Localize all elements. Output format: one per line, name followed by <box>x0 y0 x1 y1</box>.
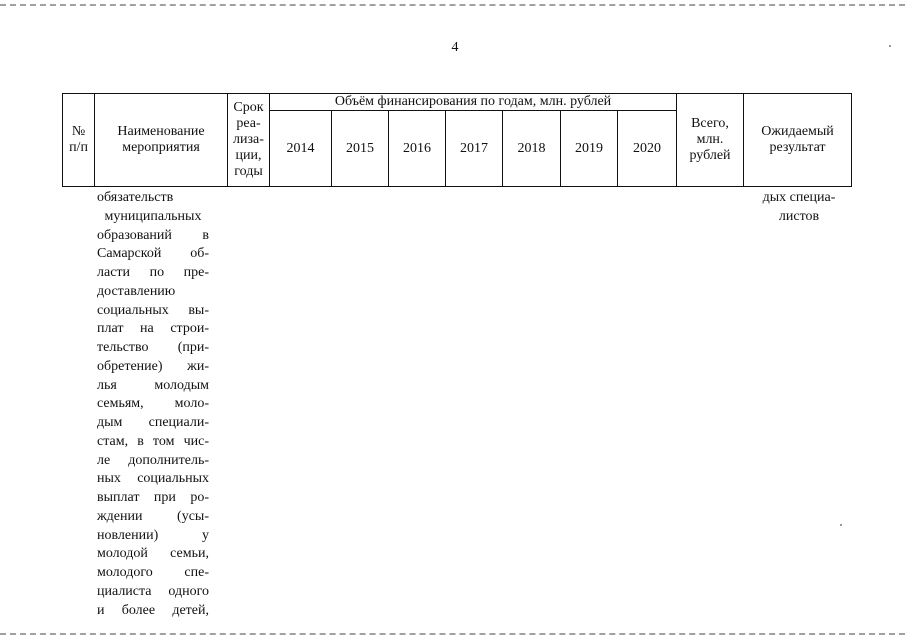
header-year-2018: 2018 <box>503 111 561 187</box>
name-line: ле дополнитель- <box>97 452 209 468</box>
name-line: семьям, моло- <box>97 396 209 412</box>
header-year-2019: 2019 <box>561 111 618 187</box>
header-year-2014: 2014 <box>270 111 332 187</box>
header-funding-title: Объём финансирования по годам, млн. рублей <box>270 94 677 111</box>
result-line: дых специа- <box>762 190 836 205</box>
name-line: обязательств <box>97 190 174 205</box>
header-name: Наименование мероприятия <box>95 94 228 187</box>
name-line: ждении (усы- <box>97 508 209 524</box>
header-year-2020: 2020 <box>618 111 677 187</box>
name-line: лья молодым <box>97 377 209 393</box>
name-line: выплат при ро- <box>97 490 209 505</box>
result-continuation <box>744 189 854 227</box>
name-line: стам, в том чис- <box>97 433 209 449</box>
name-line: муниципальных <box>104 208 202 224</box>
funding-table <box>62 93 852 187</box>
scan-speck <box>840 524 842 526</box>
name-line: обретение) жи- <box>97 358 209 374</box>
header-result: Ожидаемый результат <box>744 94 852 187</box>
scan-edge-bottom <box>0 633 905 635</box>
name-line: циалиста одного <box>97 583 209 599</box>
name-line: тельство (при- <box>97 340 209 355</box>
name-line: Самарской об- <box>97 246 209 262</box>
name-continuation <box>97 189 209 620</box>
name-line: социальных вы- <box>97 302 209 318</box>
result-line: листов <box>778 208 820 224</box>
name-line: образований в <box>97 227 209 243</box>
scan-speck <box>889 45 891 47</box>
name-line: и более детей, <box>97 602 209 618</box>
header-total: Всего, млн. рублей <box>677 94 744 187</box>
name-line: новлении) у <box>97 527 209 543</box>
scan-edge-top <box>0 4 905 6</box>
name-line: молодой семьи, <box>97 546 209 562</box>
name-line: плат на строи- <box>97 321 209 337</box>
header-num: № п/п <box>63 94 95 187</box>
page-number: 4 <box>451 40 459 55</box>
header-year-2015: 2015 <box>332 111 389 187</box>
name-line: молодого спе- <box>97 565 209 580</box>
name-line: дым специали- <box>97 415 209 430</box>
name-line: доставлению <box>97 283 176 299</box>
header-year-2017: 2017 <box>446 111 503 187</box>
header-term: Срок реа-лиза-ции, годы <box>228 94 270 187</box>
name-line: ласти по пре- <box>97 265 209 280</box>
name-line: ных социальных <box>97 471 209 487</box>
header-year-2016: 2016 <box>389 111 446 187</box>
